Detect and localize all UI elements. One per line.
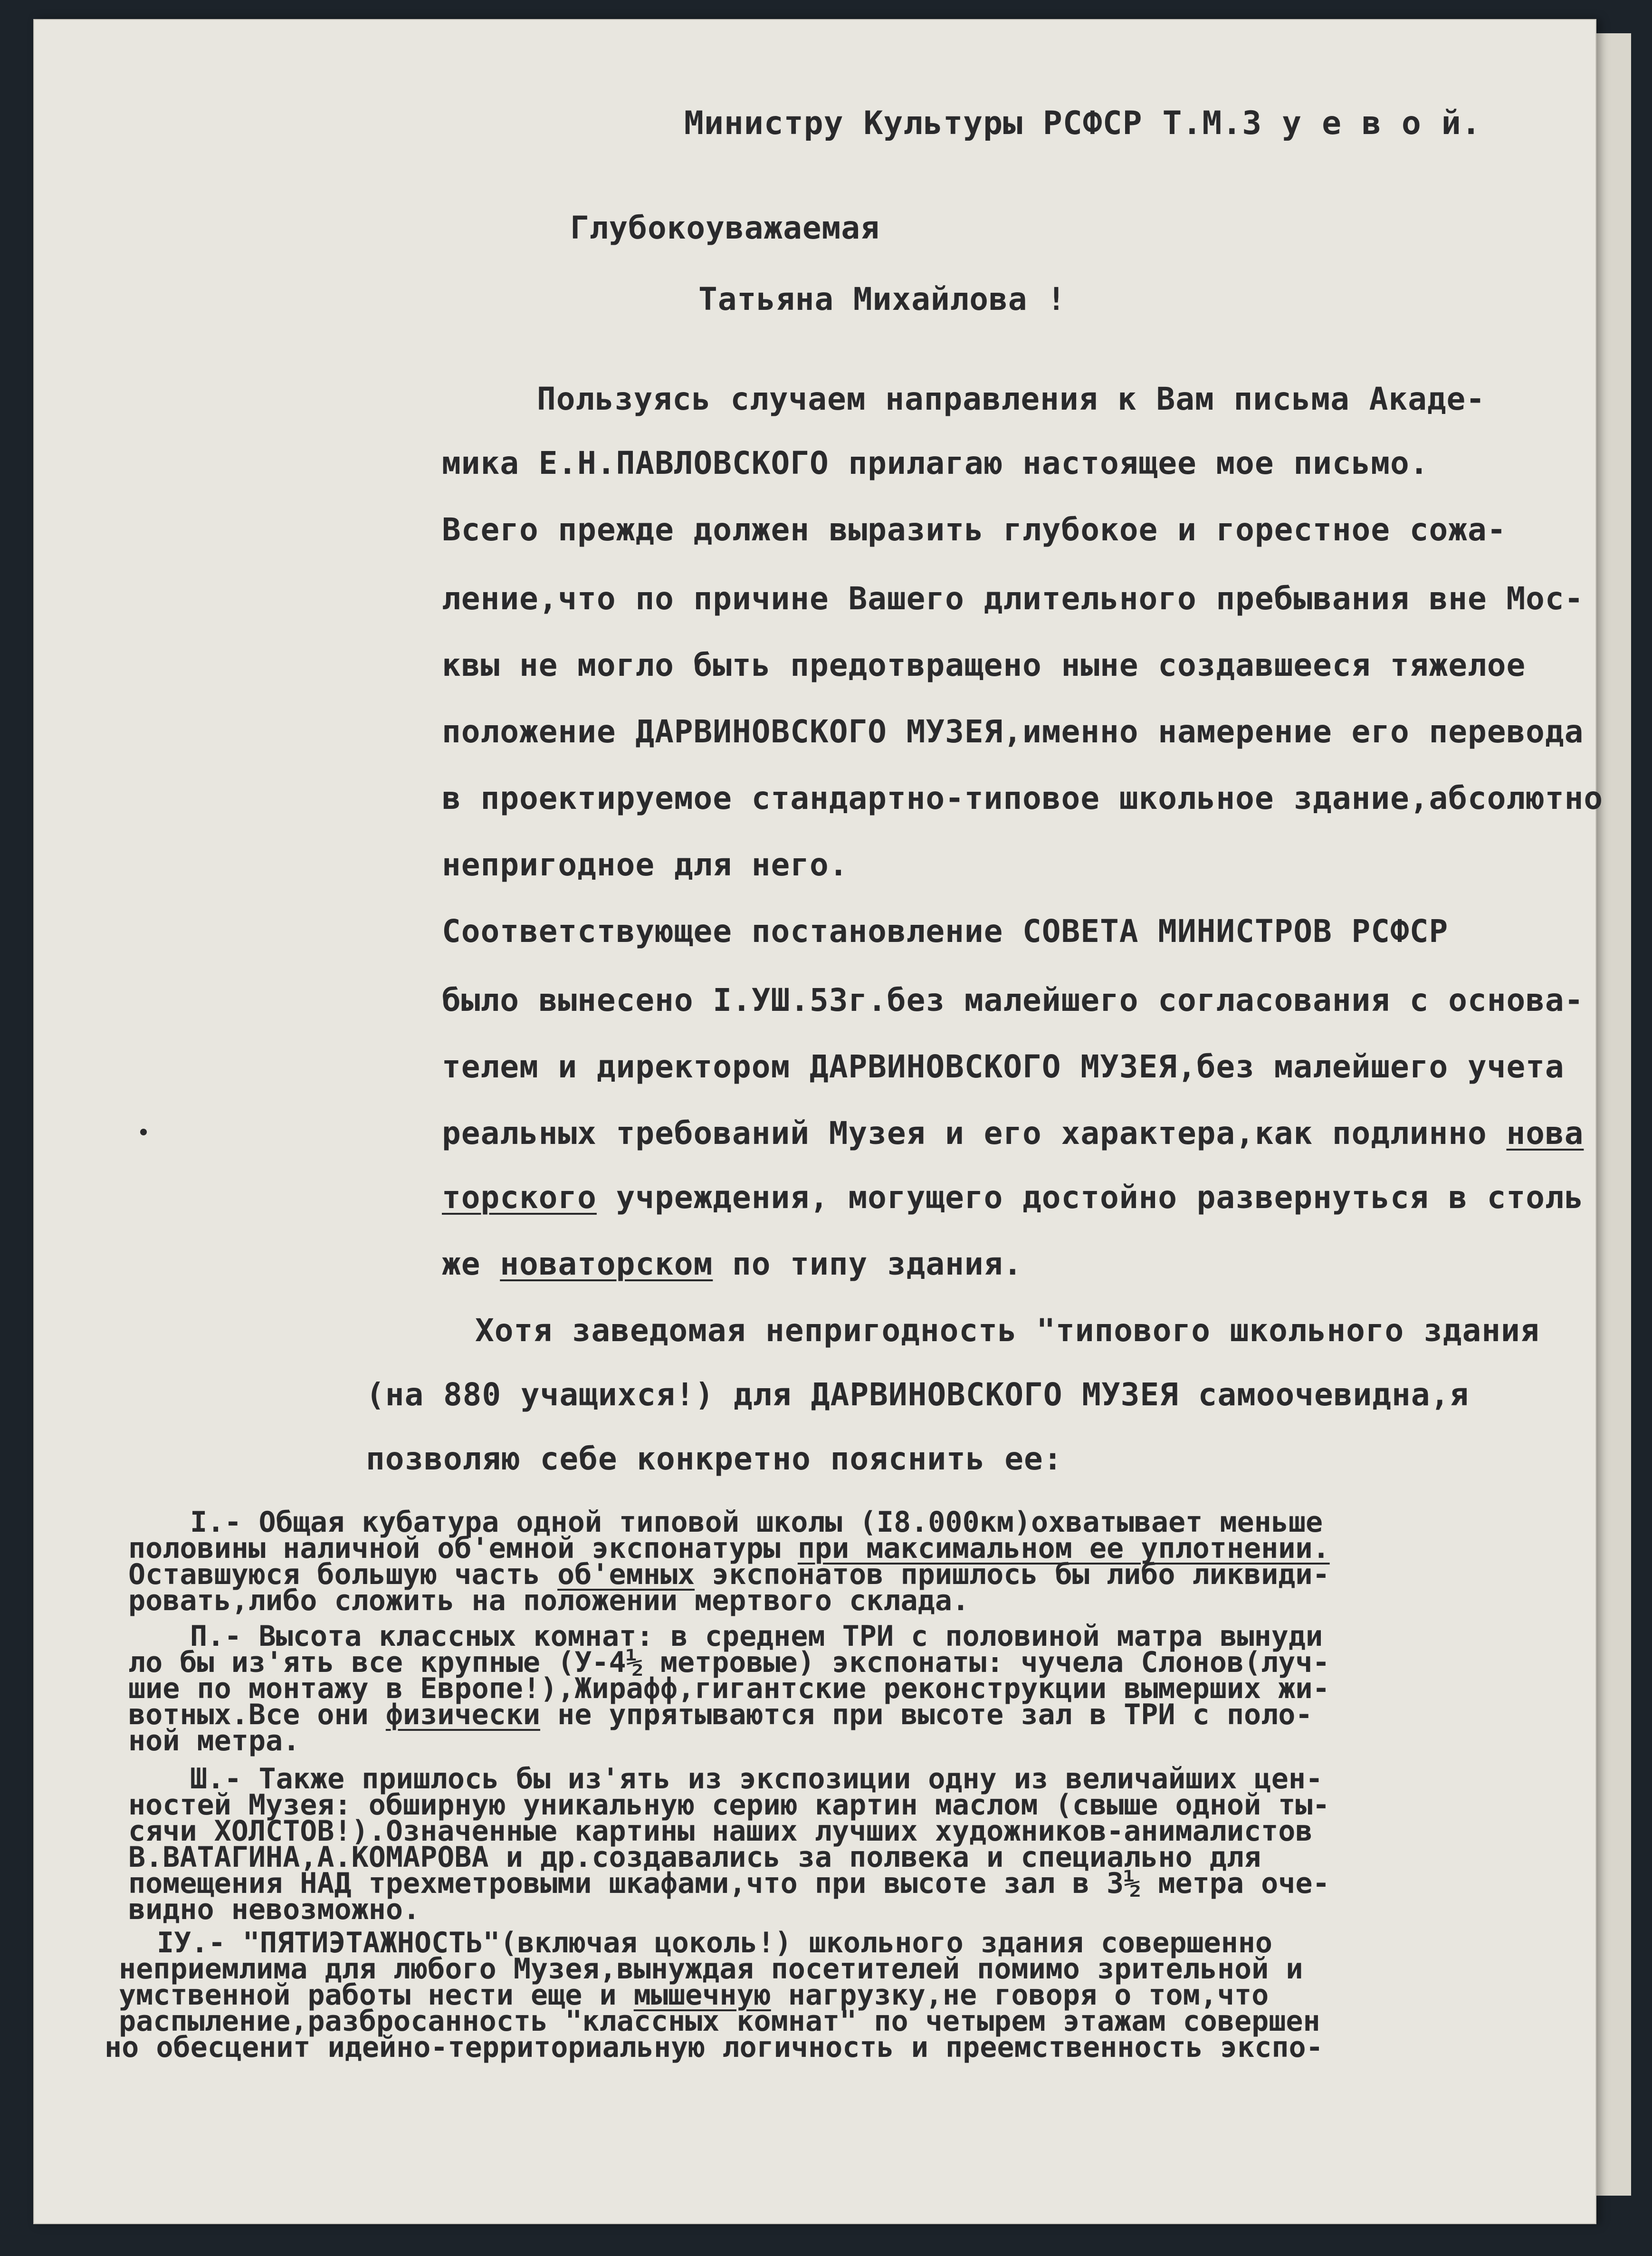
item2-line: ной метра. <box>128 1724 300 1757</box>
p2-line: положение ДАРВИНОВСКОГО МУЗЕЯ,именно намерение его перевода <box>442 713 1584 750</box>
item4-line: неприемлима для любого Музея,вынуждая посетителей помимо зрительной и <box>119 1952 1303 1986</box>
item2-text: не упрятываются при высоте зал в ТРИ с поло- <box>540 1698 1313 1731</box>
p3-text: же <box>442 1246 500 1282</box>
p2-line: ление,что по причине Вашего длительного пребывания вне Мос- <box>442 580 1584 617</box>
item1-text: экспонатов пришлось бы либо ликвиди- <box>695 1558 1330 1591</box>
item2-line: ло бы из'ять все крупные (У-4½ метровые) экспонаты: чучела Слонов(луч- <box>128 1646 1330 1679</box>
item4-text: умственной работы нести еще и <box>119 1978 634 2012</box>
item3-line: сячи ХОЛСТОВ!).Означенные картины наших лучших художников-анималистов <box>128 1814 1313 1848</box>
p1-line: мика Е.Н.ПАВЛОВСКОГО прилагаю настоящее мое письмо. <box>442 445 1429 481</box>
underlined-text: физически <box>385 1698 540 1731</box>
p3-line <box>442 1179 1584 1217</box>
item2-line <box>128 1698 1313 1731</box>
item3-line: видно невозможно. <box>128 1893 420 1926</box>
item3-line: ностей Музея: обширную уникальную серию картин маслом (свыше одной ты- <box>128 1788 1330 1822</box>
underlined-text: при максимальном ее уплотнении. <box>797 1532 1330 1565</box>
p4-line: Хотя заведомая непригодность "типового школьного здания <box>475 1312 1540 1349</box>
item2-line: П.- Высота классных комнат: в среднем ТРИ с половиной матра вынуди <box>190 1620 1323 1653</box>
item3-line: помещения НАД трехметровыми шкафами,что при высоте зал в 3½ метра оче- <box>128 1867 1330 1900</box>
item4-line: распыление,разбросанность "классных комнат" по четырем этажам совершен <box>119 2005 1320 2038</box>
p2-line: Всего прежде должен выразить глубокое и горестное сожа- <box>442 511 1507 548</box>
p2-line: в проектируемое стандартно-типовое школьное здание,абсолютно <box>442 780 1604 816</box>
p3-line <box>442 1114 1584 1152</box>
salutation-line-1: Глубокоуважаемая <box>570 210 880 246</box>
item1-line <box>128 1558 1330 1591</box>
p2-line: непригодное для него. <box>442 846 849 883</box>
addressee: Министру Культуры РСФСР Т.М.З у е в о й. <box>684 105 1481 142</box>
item1-line <box>128 1532 1330 1565</box>
p2-line: квы не могло быть предотвращено ныне создавшееся тяжелое <box>442 647 1526 683</box>
underlined-text: нова <box>1506 1115 1584 1152</box>
ink-dot <box>140 1129 147 1135</box>
item1-text: половины наличной об'емной экспонатуры <box>128 1532 798 1565</box>
item4-line <box>119 1978 1269 2012</box>
p3-line: было вынесено I.УШ.53г.без малейшего согласования с основа- <box>442 982 1584 1018</box>
item4-text: нагрузку,не говоря о том,что <box>771 1978 1269 2012</box>
item4-line: но обесценит идейно-территориальную логичность и преемственность экспо- <box>105 2031 1323 2064</box>
p3-text: учреждения, могущего достойно развернуться в столь <box>596 1179 1584 1216</box>
item1-text: Оставшуюся большую часть <box>128 1558 558 1591</box>
p3-line: телем и директором ДАРВИНОВСКОГО МУЗЕЯ,без малейшего учета <box>442 1048 1565 1085</box>
p3-line <box>442 1245 1022 1283</box>
underlined-text: об'емных <box>557 1558 695 1591</box>
p1-line: Пользуясь случаем направления к Вам письма Акаде- <box>537 381 1486 417</box>
p4-line: (на 880 учащихся!) для ДАРВИНОВСКОГО МУЗЕЯ самоочевидна,я <box>366 1376 1469 1413</box>
letter-page <box>33 19 1604 2224</box>
underlined-text: торского <box>442 1179 597 1216</box>
p3-line: Соответствующее постановление СОВЕТА МИНИСТРОВ РСФСР <box>442 913 1449 950</box>
underlined-text: мышечную <box>633 1978 771 2012</box>
item2-text: вотных.Все они <box>128 1698 386 1731</box>
p4-line: позволяю себе конкретно пояснить ее: <box>366 1440 1063 1477</box>
p3-text: реальных требований Музея и его характера,как подлинно <box>442 1115 1507 1152</box>
item1-line: I.- Общая кубатура одной типовой школы (I8.000км)охватывает меньше <box>190 1506 1323 1539</box>
item3-line: Ш.- Также пришлось бы из'ять из экспозиции одну из величайших цен- <box>190 1762 1323 1795</box>
item1-line: ровать,либо сложить на положении мертвого склада. <box>128 1584 970 1617</box>
item2-line: шие по монтажу в Европе!),Жирафф,гигантские реконструкции вымерших жи- <box>128 1672 1330 1705</box>
p3-text: по типу здания. <box>713 1246 1023 1282</box>
item3-line: В.ВАТАГИНА,А.КОМАРОВА и др.создавались за полвека и специально для <box>128 1841 1261 1874</box>
salutation-line-2: Татьяна Михайлова ! <box>698 281 1066 317</box>
item4-line: IУ.- "ПЯТИЭТАЖНОСТЬ"(включая цоколь!) школьного здания совершенно <box>157 1926 1272 1959</box>
underlined-text: новаторском <box>500 1246 713 1282</box>
